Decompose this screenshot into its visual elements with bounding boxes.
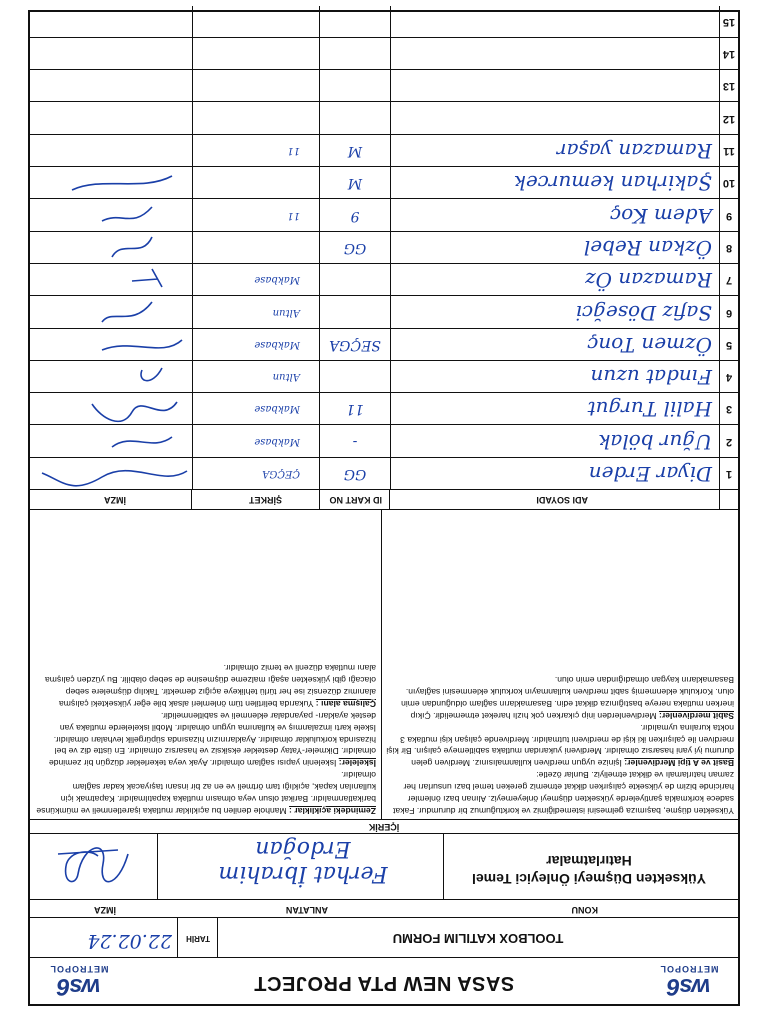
signature-scribble [32, 168, 192, 198]
table-row [30, 295, 738, 327]
col-header-sign: İMZA [104, 495, 126, 505]
attendee-id[interactable] [319, 296, 390, 327]
table-row [30, 424, 738, 456]
metropol-logo-left [648, 964, 730, 998]
header [30, 957, 738, 1004]
attendee-company[interactable]: 11 [192, 199, 320, 230]
content-paragraph [386, 673, 734, 721]
attendee-signature[interactable] [30, 70, 192, 101]
table-row [30, 360, 738, 392]
attendee-company[interactable]: Makbase [192, 329, 320, 360]
content-heading: Sabit merdivenler: [659, 710, 734, 721]
attendee-signature[interactable] [30, 264, 192, 295]
project-title: SASA NEW PTA PROJECT [253, 972, 515, 994]
attendee-id[interactable]: GG [319, 458, 390, 489]
content-paragraph [36, 661, 376, 709]
attendee-company[interactable]: Altun [192, 361, 320, 392]
metropol-logo-right [38, 964, 120, 998]
attendee-id[interactable]: 9 [319, 199, 390, 230]
topic-row [30, 833, 738, 900]
attendee-company[interactable]: Makbase [192, 393, 320, 424]
attendee-company[interactable]: ÇEÇGA [192, 458, 320, 489]
logo-sub: METROPOL [49, 964, 109, 974]
content-paragraph: Yüksekten düşme, başımıza gelmesini istemediğimiz ve korktuğumuz bir durumdur. Fakat sadece korkmakla şantiyelerde yüksekten düşmeyi önleyemeyiz. Alınan bazı önlemler haricinde bizim de yüksekte çalışırken dikkat etmemiz gereken temel bazı unsurları her zaman hatırlamalı ve dikkat etmeliyiz. Bunlar özetle: [392, 770, 734, 816]
row-number: 7 [719, 264, 738, 295]
attendee-id[interactable]: SEÇGA [319, 329, 390, 360]
attendee-company[interactable] [192, 167, 320, 198]
row-number: 1 [719, 458, 738, 489]
attendee-id[interactable]: - [319, 425, 390, 456]
row-number: 12 [719, 102, 738, 133]
attendee-signature[interactable] [30, 361, 192, 392]
attendee-signature[interactable] [30, 232, 192, 263]
row-number: 14 [719, 38, 738, 69]
anlatan-label: ANLATAN [285, 905, 328, 915]
logo-mark: ws6 [667, 973, 711, 1000]
attendee-id[interactable] [319, 70, 390, 101]
table-row [30, 134, 738, 166]
row-number: 13 [719, 70, 738, 101]
row-number: 3 [719, 393, 738, 424]
table-row [30, 392, 738, 424]
row-number: 2 [719, 425, 738, 456]
signature-scribble [32, 330, 192, 360]
table-row [30, 37, 738, 69]
attendee-signature[interactable] [30, 135, 192, 166]
attendee-company[interactable]: Makbase [192, 425, 320, 456]
attendee-signature[interactable] [30, 425, 192, 456]
attendee-name[interactable]: Özmen Tonç [390, 329, 720, 360]
attendee-signature[interactable] [30, 6, 192, 37]
attendee-name[interactable] [390, 6, 720, 37]
attendee-name[interactable]: Adem Koç [390, 199, 720, 230]
signature-scribble [32, 362, 192, 392]
col-header-name: ADI SOYADI [536, 495, 588, 505]
imza-label: İMZA [94, 905, 116, 915]
table-row [30, 166, 738, 198]
table-row [30, 198, 738, 230]
attendee-id[interactable] [319, 38, 390, 69]
row-number: 5 [719, 329, 738, 360]
row-number: 4 [719, 361, 738, 392]
logo-mark: ws6 [57, 973, 101, 1000]
attendee-signature[interactable] [30, 102, 192, 133]
content-paragraph [36, 709, 376, 769]
row-number: 15 [719, 6, 738, 37]
attendee-id[interactable] [319, 264, 390, 295]
attendee-name[interactable]: Ramazan yaşar [390, 135, 720, 166]
attendee-name[interactable]: Ramazan Öz [390, 264, 720, 295]
content-heading: İskeleler: [338, 758, 376, 769]
date-label: TARİH [177, 918, 218, 958]
content-right-column [36, 661, 376, 816]
topic-header-row [30, 899, 738, 918]
attendee-name[interactable] [390, 102, 720, 133]
attendee-signature[interactable] [30, 38, 192, 69]
attendee-signature[interactable] [30, 296, 192, 327]
col-header-company: ŞİRKET [248, 495, 282, 505]
konu-label: KONU [571, 905, 598, 915]
logo-sub: METROPOL [659, 964, 719, 974]
presenter-name[interactable]: Ferhat İbrahim Erdoğan [218, 836, 388, 886]
attendee-name[interactable]: Fındat uzun [390, 361, 720, 392]
attendee-id[interactable] [319, 102, 390, 133]
attendee-signature[interactable] [30, 329, 192, 360]
attendee-id[interactable] [319, 361, 390, 392]
table-row [30, 101, 738, 133]
divider [443, 834, 444, 900]
signature-scribble [32, 233, 192, 263]
attendee-signature[interactable] [30, 199, 192, 230]
content-heading: Basit ve A tipi Merdivenler: [624, 758, 734, 769]
attendance-table [30, 6, 738, 510]
row-number: 8 [719, 232, 738, 263]
attendee-name[interactable] [390, 38, 720, 69]
content-section [30, 509, 738, 820]
attendee-signature[interactable] [30, 393, 192, 424]
table-header [30, 489, 738, 510]
divider [319, 490, 320, 510]
table-row [30, 6, 738, 37]
form-frame [28, 10, 740, 1006]
divider [191, 490, 192, 510]
attendee-name[interactable]: Safiz Döseğci [390, 296, 720, 327]
col-header-id: ID KART NO [329, 495, 382, 505]
attendee-id[interactable]: M [319, 167, 390, 198]
content-heading: Çalışma alanı : [315, 698, 376, 709]
form-title-row [30, 917, 738, 958]
content-text: Yukarıda belirtilen tüm önlemleri alsak bile eğer yüksekteki çalışma alanımız düzensiz ise her türlü tehlikeye açığız demektir. Takılıp düşmelere sebep olacağı gibi yüksekten aşağı malzeme düşmesine de sebep olabilir. Bu yüzden çalışma alanı mutlaka düzenli ve temiz olmalıdır. [44, 663, 376, 709]
table-row [30, 231, 738, 263]
attendee-company[interactable]: Makbase [192, 264, 320, 295]
topic-text: Yüksekten Düşmeyi Önleyici Temel Hatırlatmalar [472, 853, 706, 887]
content-paragraph [36, 768, 376, 816]
attendee-company[interactable] [192, 102, 320, 133]
divider [381, 510, 382, 820]
attendee-name[interactable]: Özkan Rebel [390, 232, 720, 263]
attendee-company[interactable] [192, 232, 320, 263]
presenter-signature [48, 840, 138, 894]
attendee-company[interactable]: 11 [192, 135, 320, 166]
content-text: Merdivenlerden inip çıkarken çok hızlı hareket etmemelidir. Çıkıp inerken mutlaka nereye bastığınıza dikkat edin. Basamakların sağlam olduğundan emin olun. Korkuluk eklenmemiş sabit merdiven kullanmayın korkuluk eklenmesini sağlayın. Basamakların kaygan olmadığından emin olun. [401, 675, 734, 721]
content-left-column [386, 673, 734, 816]
row-number: 11 [719, 135, 738, 166]
attendee-company[interactable]: Altun [192, 296, 320, 327]
signature-scribble [32, 265, 192, 295]
content-heading: Zemindeki açıklıklar : [289, 806, 376, 816]
attendee-id[interactable]: GG [319, 232, 390, 263]
signature-scribble [32, 201, 192, 231]
row-number: 10 [719, 167, 738, 198]
table-row [30, 263, 738, 295]
table-row [30, 457, 738, 489]
signature-scribble [32, 427, 192, 457]
attendee-name[interactable]: Diyar Erden [390, 458, 720, 489]
attendee-signature[interactable] [30, 458, 192, 489]
content-paragraph [386, 721, 734, 769]
attendee-name[interactable]: Şakirhan kemurcek [390, 167, 720, 198]
content-text: İskelenin yapısı sağlam olmalıdır. Ayak veya tekerlekler düzgün bir zeminde olmalıdır. Dikmeler-Yatay destekler eksiksiz ve hasarsız olmalıdır. En üstte diz ve bel hizasında korkuluklar olmalıdır. Ayaklarınızın hizasında süpürgelik levhaları olmalıdır. İskele kartı imzalanmış ve kullanıma uygun olmalıdır. Mobil iskelelerde mutlaka yan destek ayakları- payandalar eklenmeli ve sabitlenmelidir. [48, 710, 376, 769]
row-number: 9 [719, 199, 738, 230]
attendee-signature[interactable] [30, 167, 192, 198]
row-number: 6 [719, 296, 738, 327]
table-row [30, 69, 738, 101]
table-body [30, 6, 738, 489]
divider [719, 490, 720, 510]
divider [389, 490, 390, 510]
attendee-company[interactable] [192, 70, 320, 101]
attendee-id[interactable]: M [319, 135, 390, 166]
date-value[interactable]: 22.02.24 [87, 930, 172, 952]
form-name: TOOLBOX KATILIM FORMU [217, 918, 738, 958]
signature-scribble [32, 459, 192, 489]
attendee-company[interactable] [192, 6, 320, 37]
signature-scribble [32, 394, 192, 424]
table-row [30, 328, 738, 360]
attendee-id[interactable] [319, 6, 390, 37]
attendee-company[interactable] [192, 38, 320, 69]
attendee-id[interactable]: 11 [319, 393, 390, 424]
content-text: İşinize uygun merdiven kullanmalısınız. Merdiven gelen durumu iyi yani hasarsız olmalıdır. Merdiveni yukarıdan mutlaka sabitlemeye çalışın. Bir kişi merdiven ile çalışırken iki kişi de merdiveni tutmalıdır. Merdivende çalışan kişi mutlaka 3 nokta kuralına uymalıdır. [386, 722, 734, 769]
signature-scribble [32, 298, 192, 328]
attendee-name[interactable]: Halil Turgut [390, 393, 720, 424]
content-text: Manhole denilen bu açıklıklar mutlaka işaretlenmeli ve mümkünse barikatlanmalıdır. Barikat olsun veya olmasın mutlaka kapatılmalıdır. Kapatmak için kullanılan kapak, açıklığı tam örtmeli ve en az bir insanı taşıyacak kadar sağlam olmalıdır. [36, 770, 376, 816]
content-label: İÇERİK [30, 819, 738, 834]
attendee-name[interactable]: Uğur bölak [390, 425, 720, 456]
attendee-name[interactable] [390, 70, 720, 101]
divider [157, 834, 158, 900]
